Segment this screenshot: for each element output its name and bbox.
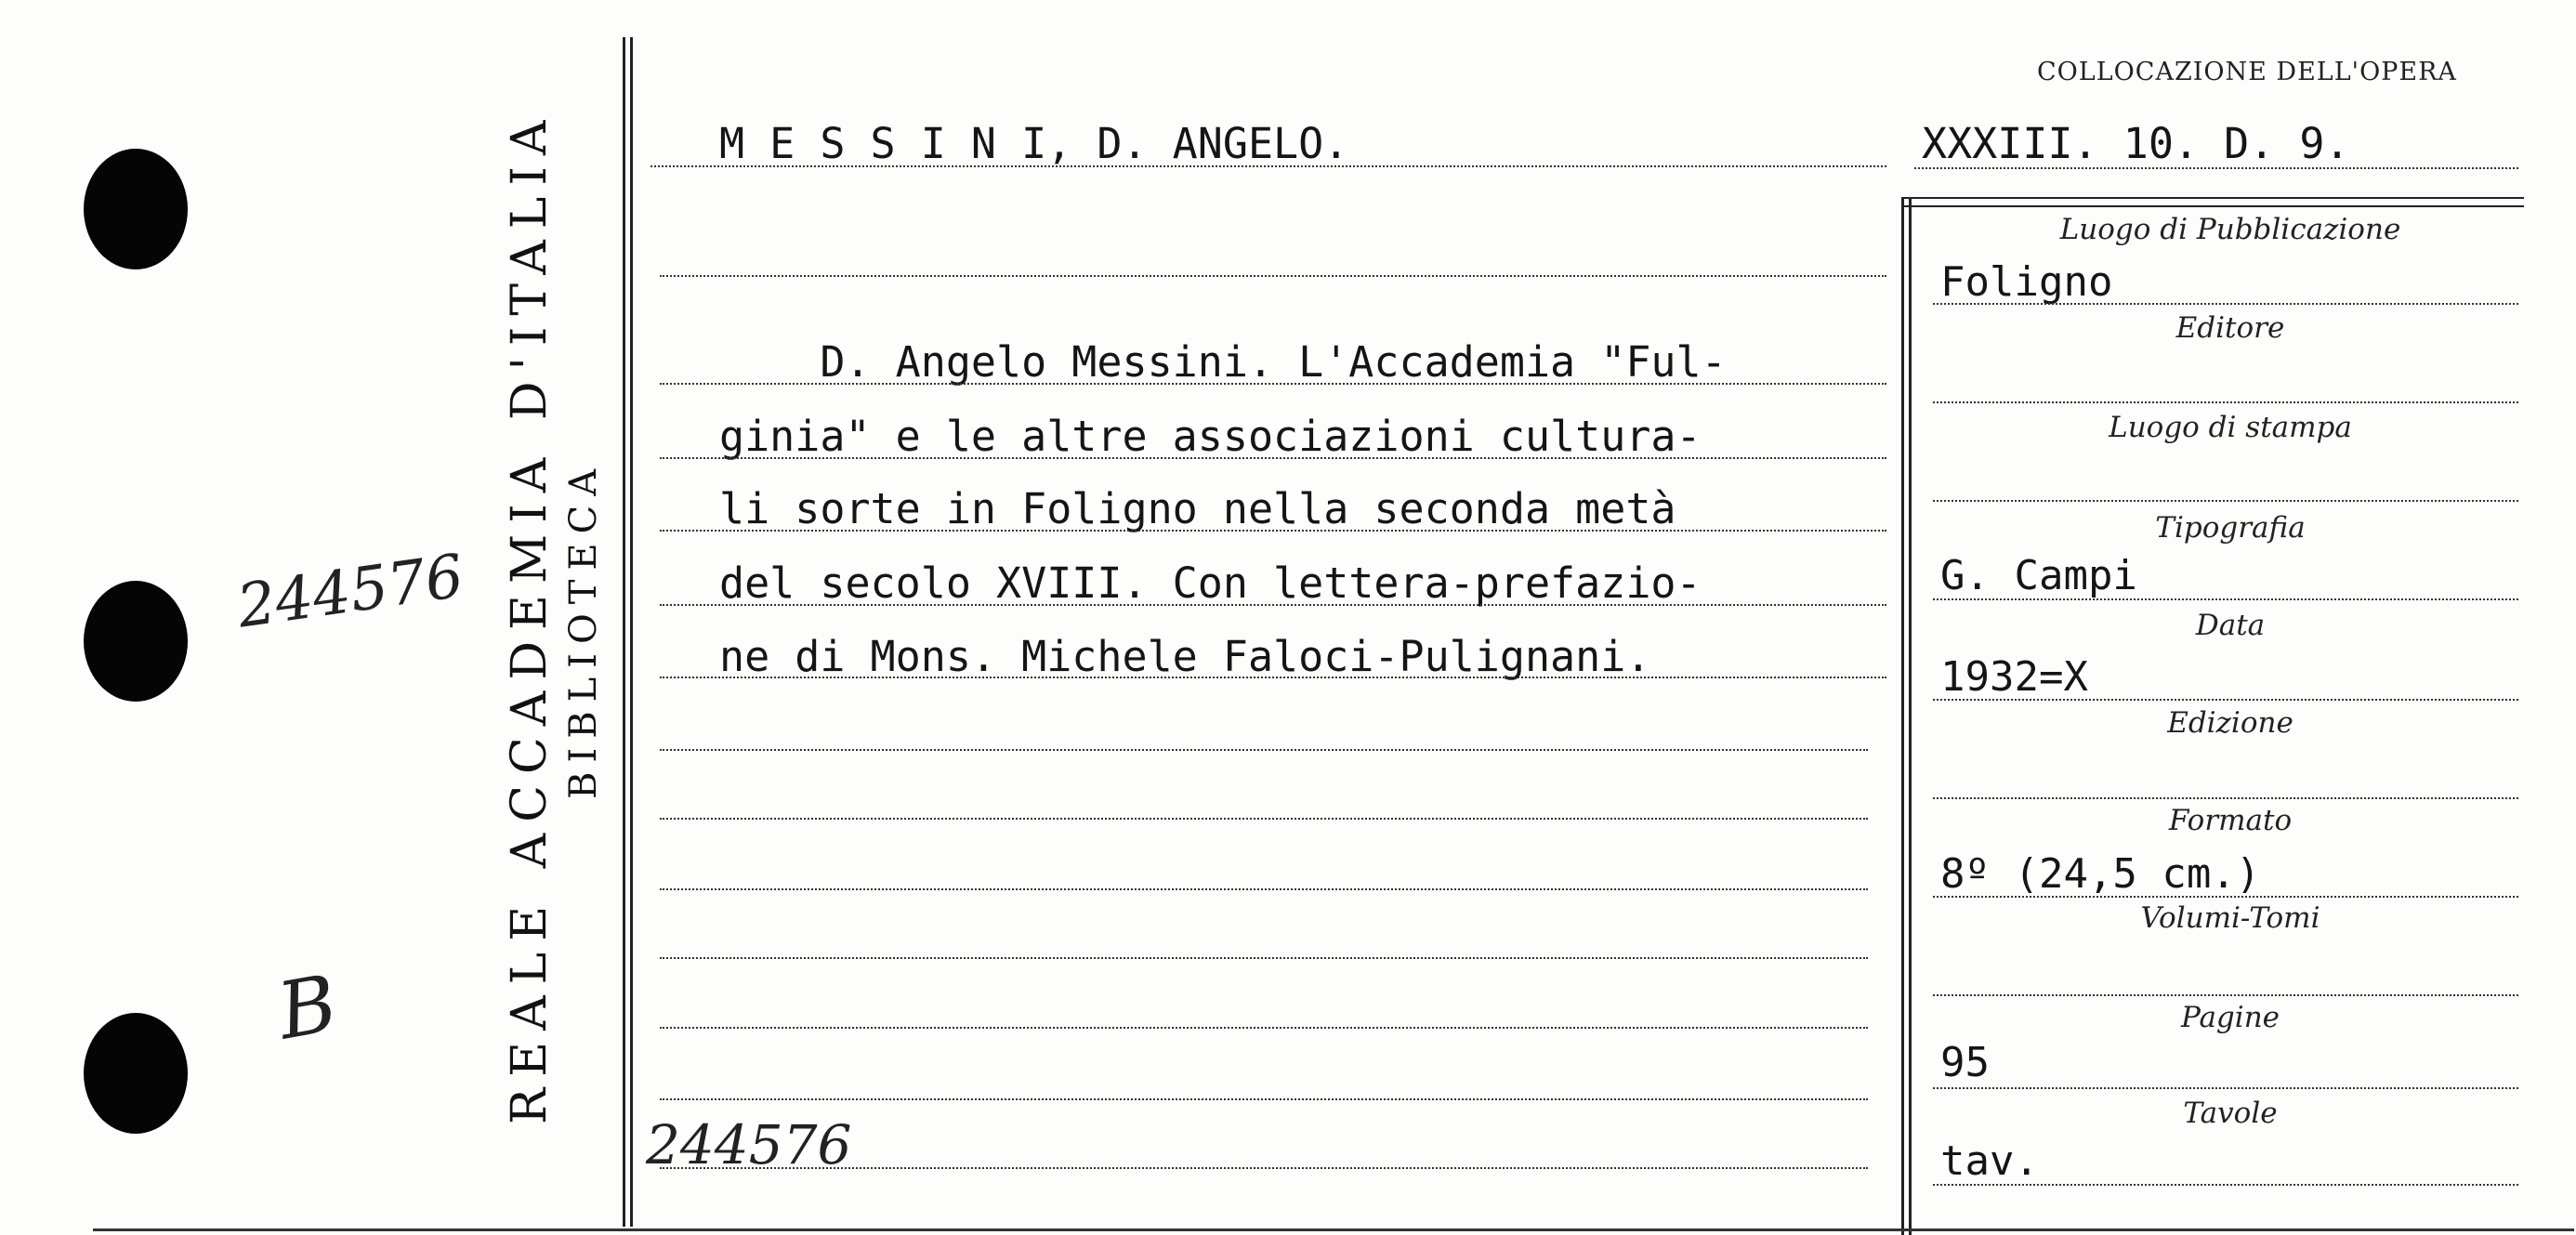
ruled-line <box>660 888 1868 890</box>
punch-hole-bottom <box>84 1013 188 1134</box>
handwritten-mark: B <box>270 957 344 1058</box>
field-label-data: Data <box>2195 609 2266 642</box>
field-label-luogo-pubblicazione: Luogo di Pubblicazione <box>2059 213 2401 246</box>
ruled-line <box>660 1167 1868 1169</box>
ruled-line <box>660 818 1868 820</box>
ruled-line <box>660 275 1886 277</box>
ruled-line <box>660 957 1868 959</box>
field-label-luogo-stampa: Luogo di stampa <box>2109 411 2352 444</box>
field-value-formato: 8º (24,5 cm.) <box>1940 850 2261 898</box>
field-line <box>1933 994 2518 996</box>
field-value-luogo-pubblicazione: Foligno <box>1940 258 2113 306</box>
author-heading: M E S S I N I, D. ANGELO. <box>719 119 1349 168</box>
collocation-number: XXXIII. 10. D. 9. <box>1922 119 2350 168</box>
collocation-underline <box>1914 167 2518 169</box>
field-label-pagine: Pagine <box>2180 1001 2280 1034</box>
field-line <box>1933 797 2518 799</box>
description-line-5: ne di Mons. Michele Faloci-Pulignani. <box>719 632 1651 681</box>
ruled-line <box>660 604 1886 606</box>
institution-name: REALE ACCADEMIA D'ITALIA <box>502 109 558 1124</box>
field-line <box>1933 1184 2518 1186</box>
field-value-pagine: 95 <box>1940 1039 1990 1086</box>
ruled-line <box>660 677 1886 678</box>
description-line-1: D. Angelo Messini. L'Accademia "Ful- <box>719 337 1727 387</box>
ruled-line <box>660 1027 1868 1029</box>
right-box-rule-a <box>1901 197 1904 1235</box>
left-double-rule-b <box>630 37 633 1227</box>
handwritten-inventory-number: 244576 <box>233 542 468 642</box>
field-line <box>1933 1087 2518 1089</box>
ruled-line <box>660 457 1886 459</box>
card-bottom-rule <box>93 1228 2574 1231</box>
ruled-line <box>660 749 1868 751</box>
field-label-tavole: Tavole <box>2183 1097 2278 1130</box>
description-line-3: li sorte in Foligno nella seconda metà <box>719 484 1676 533</box>
right-box-top-rule <box>1901 197 2524 207</box>
field-label-edizione: Edizione <box>2167 706 2293 740</box>
field-value-tavole: tav. <box>1940 1137 2039 1185</box>
author-underline <box>651 165 1886 167</box>
handwritten-inventory-number-bottom: 244576 <box>646 1113 852 1176</box>
field-line <box>1933 401 2518 403</box>
field-label-tipografia: Tipografia <box>2155 511 2306 545</box>
ruled-line <box>660 1098 1868 1100</box>
ruled-line <box>660 383 1886 385</box>
field-line <box>1933 896 2518 898</box>
description-line-2: ginia" e le altre associazioni cultura- <box>719 412 1702 461</box>
left-double-rule-a <box>623 37 625 1227</box>
field-value-tipografia: G. Campi <box>1940 552 2137 599</box>
field-line <box>1933 500 2518 502</box>
punch-hole-top <box>84 149 188 269</box>
ruled-line <box>660 530 1886 532</box>
field-value-data: 1932=X <box>1940 653 2088 701</box>
field-label-editore: Editore <box>2175 311 2285 345</box>
punch-hole-middle <box>84 581 188 702</box>
field-line <box>1933 303 2518 305</box>
description-line-4: del secolo XVIII. Con lettera-prefazio- <box>719 558 1702 608</box>
library-name: BIBLIOTECA <box>562 459 605 799</box>
field-line <box>1933 598 2518 600</box>
field-label-formato: Formato <box>2168 804 2293 837</box>
field-label-volumi-tomi: Volumi-Tomi <box>2140 901 2320 935</box>
field-line <box>1933 699 2518 701</box>
collocation-header: COLLOCAZIONE DELL'OPERA <box>2037 58 2457 86</box>
